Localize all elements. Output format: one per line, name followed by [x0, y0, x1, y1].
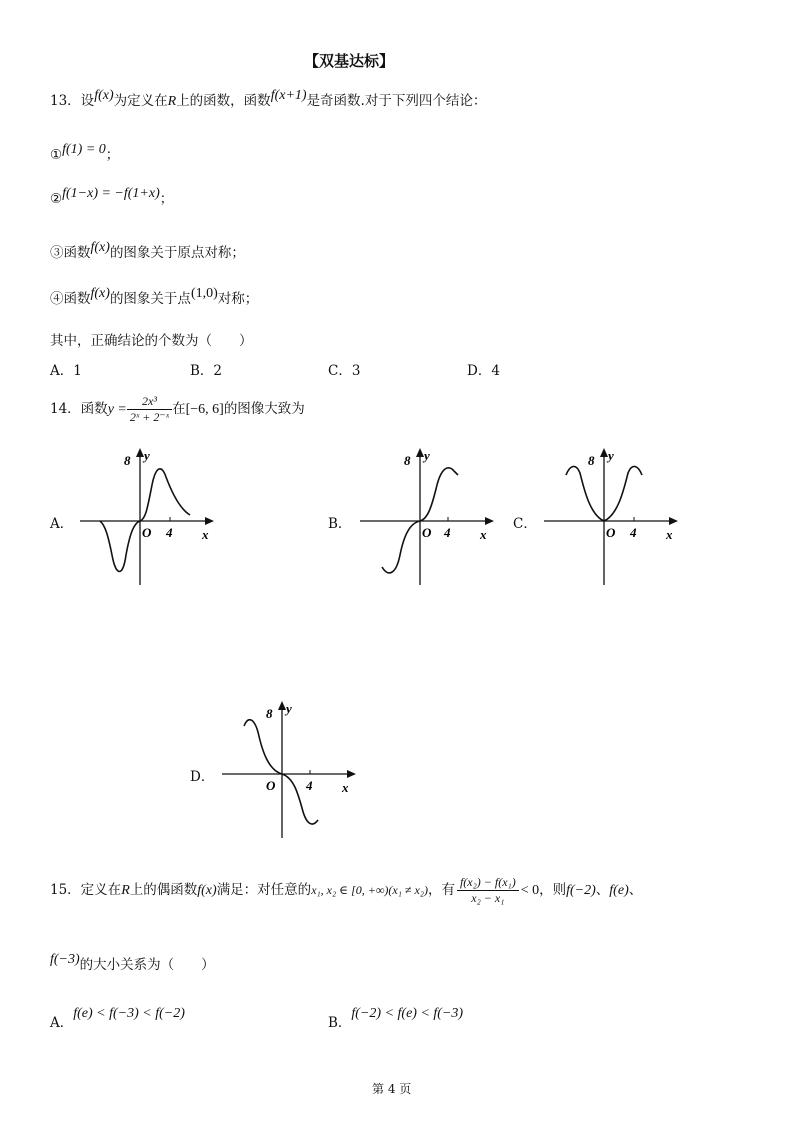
label-8: 8: [588, 453, 595, 468]
q15-option-a[interactable]: A．f(e) < f(−3) < f(−2): [50, 1006, 185, 1031]
label-y: y: [424, 448, 430, 463]
x-arrow-icon: [669, 517, 678, 525]
curve-a: [100, 469, 190, 572]
x-arrow-icon: [485, 517, 494, 525]
q15-option-b[interactable]: B．f(−2) < f(e) < f(−3): [328, 1006, 464, 1031]
label-o: O: [422, 525, 432, 540]
q15-number: 15．定义在: [50, 882, 122, 898]
q13-option-d[interactable]: D．4: [467, 363, 500, 379]
label-4: 4: [166, 525, 173, 540]
label-y: y: [286, 701, 292, 716]
q14-option-a-label[interactable]: A．: [50, 516, 74, 532]
label-x: x: [202, 527, 209, 542]
q13-conclusion-2: ②f(1−x) = −f(1+x)；: [50, 186, 174, 207]
q13-conclusion-3: ③函数f(x)的图象关于原点对称；: [50, 240, 245, 261]
label-4: 4: [630, 525, 637, 540]
label-o: O: [266, 778, 276, 793]
y-arrow-icon: [600, 448, 608, 457]
graph-a[interactable]: [80, 445, 220, 590]
q13-f: f(x): [94, 88, 114, 103]
label-x: x: [342, 780, 349, 795]
x-arrow-icon: [205, 517, 214, 525]
page-footer: 第 4 页: [372, 1082, 412, 1096]
q13-f2: f(x+1): [270, 88, 307, 103]
label-y: y: [144, 448, 150, 463]
curve-d: [244, 720, 318, 824]
label-x: x: [480, 527, 487, 542]
label-4: 4: [444, 525, 451, 540]
q13-option-b[interactable]: B．2: [190, 363, 223, 379]
graph-d[interactable]: [222, 698, 362, 843]
q13-conclusion-1: ①f(1) = 0；: [50, 142, 120, 163]
y-arrow-icon: [416, 448, 424, 457]
graph-c[interactable]: [544, 445, 684, 590]
q14-option-c-label[interactable]: C．: [513, 516, 537, 532]
label-o: O: [142, 525, 152, 540]
q14-stem: 14．函数y = $\frac{\text{2x³}}{\text{2ˣ + 2⁻ˣ}}$ 在[−6, 6]的图像大致为: [50, 394, 305, 424]
label-8: 8: [404, 453, 411, 468]
q13-stem: 13．设f(x)为定义在R上的函数，函数f(x+1)是奇函数.对于下列四个结论：: [50, 88, 487, 109]
q15-stem-cont: f(−3)的大小关系为（ ）: [50, 952, 215, 973]
label-4: 4: [306, 778, 313, 793]
q14-option-b-label[interactable]: B．: [328, 516, 352, 532]
label-x: x: [666, 527, 673, 542]
y-arrow-icon: [278, 701, 286, 710]
q13-number: 13．设: [50, 93, 95, 109]
label-8: 8: [124, 453, 131, 468]
q14-option-d-label[interactable]: D．: [190, 769, 215, 785]
label-8: 8: [266, 706, 273, 721]
q15-fraction: $\frac{\text{f(x₂) − f(x₁)}}{\text{x₂ − x₁}}$: [457, 875, 519, 906]
y-arrow-icon: [136, 448, 144, 457]
graph-b[interactable]: [360, 445, 500, 590]
label-o: O: [606, 525, 616, 540]
label-y: y: [608, 448, 614, 463]
q13-ask: 其中，正确结论的个数为（ ）: [50, 333, 253, 349]
x-arrow-icon: [347, 770, 356, 778]
q13-conclusion-4: ④函数f(x)的图象关于点(1,0)对称；: [50, 286, 259, 307]
q14-number: 14．函数: [50, 401, 108, 417]
q15-stem: 15．定义在R上的偶函数f(x)满足：对任意的x₁, x₂ ∈ [0, +∞)(x₁ ≠ x₂)，有 $\frac{\text{f(x₂) − f(x₁)}}{\text{x₂ − x₁}}$ < 0，则f(−2)、f(e)、: [50, 875, 643, 905]
q13-option-c[interactable]: C．3: [328, 363, 361, 379]
section-title: 【双基达标】: [304, 52, 395, 70]
q14-fraction: $\frac{\text{2x³}}{\text{2ˣ + 2⁻ˣ}}$: [127, 394, 172, 425]
q13-option-a[interactable]: A．1: [50, 363, 82, 379]
